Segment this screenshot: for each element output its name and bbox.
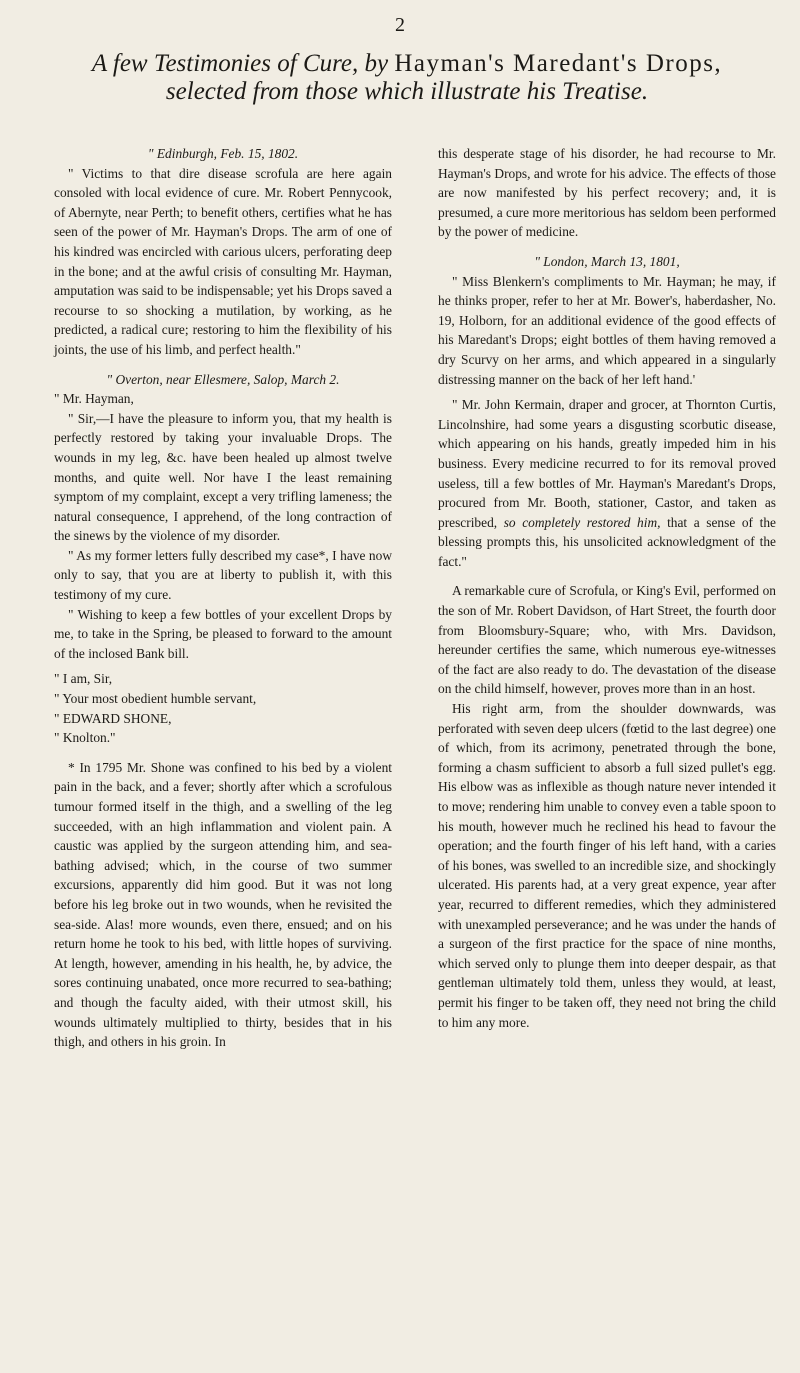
page-heading xyxy=(44,50,770,106)
signature-line-3: " EDWARD SHONE, xyxy=(54,710,172,726)
page-number: 2 xyxy=(395,14,405,36)
testimony-4-emphasis: so completely restored him, xyxy=(503,514,661,530)
testimony-1-body: " Victims to that dire disease scrofula are here again consoled with local evidence of cure. Mr. Robert Pennycook, of Abernyte, near Perth; to benefit others, certifies what he has seen of the power of Mr. Hayman's Drops. The arm of one of his kindred was encircled with carious ulcers, perforating deep in the bone; and at the awful crisis of consulting Mr. Hayman, amputation was said to be indispensable; yet his Drops saved a recourse to so shocking a mutilation, by working, as he predicted, a radical cure; restoring to him the flexibility of his joints, the use of his limb, and perfect health." xyxy=(54,165,392,357)
testimony-5-para-1: A remarkable cure of Scrofula, or King's Evil, performed on the son of Mr. Robert Davidson, of Hart Street, the fourth door from Bloomsbury-Square; who, with Mrs. Davidson, hereunder certifies the same, which numerous eye-witnesses of the fact are also ready to do. The devastation of the disease on the child himself, however, proves more than in an host. xyxy=(438,583,776,697)
testimony-5-para-2: His right arm, from the shoulder downwards, was perforated with seven deep ulcers (fœtid to the last degree) one of which, from its acrimony, penetrated through the bone, forming a chasm sufficient to absorb a full sized pullet's egg. His elbow was as inflexible as though nature never intended it to move; rendering him unable to convey even a table spoon to his mouth, however much he reclined his head to favour the operation; and the fourth finger of his left hand, with a caries of his bones, was swelled to an incredible size, and shockingly ulcerated. His parents had, at a very great expence, year after year, recurred to different remedies, which they administered with unexampled perseverance; and he was under the hands of a surgeon of the first practice for the space of nine months, which served only to plunge them into deeper despair, as that gentleman ultimately told them, unless they would, at least, permit his finger to be taken off, they need not bring the child to him any more. xyxy=(438,701,776,1030)
testimony-2-para-2: " As my former letters fully described my case*, I have now only to say, that you are at liberty to publish it, with this testimony of my cure. xyxy=(54,547,392,603)
testimony-4-body xyxy=(438,395,776,571)
testimony-2-para-3: " Wishing to keep a few bottles of your excellent Drops by me, to take in the Spring, be pleased to forward to the amount of the inclosed Bank bill. xyxy=(54,606,392,661)
signature-line-2: " Your most obedient humble servant, xyxy=(54,691,257,707)
heading-italic: A few Testimonies of Cure, by xyxy=(91,50,389,77)
testimony-2-dateline: " Overton, near Ellesmere, Salop, March 2. xyxy=(106,371,340,387)
testimony-2-para-1: " Sir,—I have the pleasure to inform you, that my health is perfectly restored by taking your invaluable Drops. The wounds in my leg, &c. have been healed up almost twelve months, and quite well. Nor have I the least remaining symptom of my complaint, except a very trifling lameness; the natural consequence, I apprehend, of the long contraction of the sinews by the violence of my disorder. xyxy=(54,410,392,544)
testimony-4-text-start: " Mr. John Kermain, draper and grocer, at Thornton Curtis, Lincolnshire, had some years a disgusting scorbutic disease, which appearing on his hands, greatly impeded him in his business. Every medicine recurred to for its removal proved useless, till a few bottles of Mr. Hayman's Maredant's Drops, procured from Mr. Booth, stationer, Castor, and taken as prescribed, xyxy=(438,397,776,530)
signature-line-4: " Knolton." xyxy=(54,730,116,746)
footnote-continued: this desperate stage of his disorder, he had recourse to Mr. Hayman's Drops, and wrote for his advice. The effects of those are now manifested by his perfect recovery; and, it is presumed, a cure more meritorious has seldom been performed by the power of medicine. xyxy=(438,146,776,240)
heading-line-2: selected from those which illustrate his Treatise. xyxy=(165,78,649,105)
heading-caps: Hayman's Maredant's Drops, xyxy=(394,50,723,77)
heading-line-1 xyxy=(44,50,770,78)
testimony-4-text-end: that a sense of the blessing prompts this, his unsolicited acknowledgment of the fact." xyxy=(438,514,776,569)
testimony-1-dateline: " Edinburgh, Feb. 15, 1802. xyxy=(147,146,299,161)
footnote: * In 1795 Mr. Shone was confined to his bed by a violent pain in the back, and a fever; shortly after which a scrofulous tumour formed itself in the thigh, and a swelling of the leg succeeded, with an high inflammation and violent pain. A caustic was applied by the surgeon attending him, and sea-bathing advised; which, in the course of two summer excursions, apparently did him good. But it was not long before his leg broke out in two wounds, when he revisited the sea-side. Alas! more wounds, even there, ensued; and on his return home he took to his bed, with little hopes of surviving. At length, however, amending in his health, he, by advice, the sores continuing unabated, once more recurred to sea-bathing; and though the faculty aided, with their utmost skill, his wounds ultimately multiplied to thirty, besides that in his thigh, and others in his groin. In xyxy=(54,759,392,1050)
testimony-3-body: " Miss Blenkern's compliments to Mr. Hayman; he may, if he thinks proper, refer to her at Mr. Bower's, haberdasher, No. 19, Holborn, for an additional evidence of the good effects of his Maredant's Drops; eight bottles of them having removed a dry Scurvy on her arms, and which appeared in a singularly distressing manner on the back of her left hand.' xyxy=(438,273,776,387)
testimony-3-dateline: " London, March 13, 1801, xyxy=(534,253,680,269)
signature-line-1: " I am, Sir, xyxy=(54,671,113,687)
left-column xyxy=(54,144,392,1052)
testimony-2-address: " Mr. Hayman, xyxy=(54,391,134,407)
right-column xyxy=(438,144,776,1032)
